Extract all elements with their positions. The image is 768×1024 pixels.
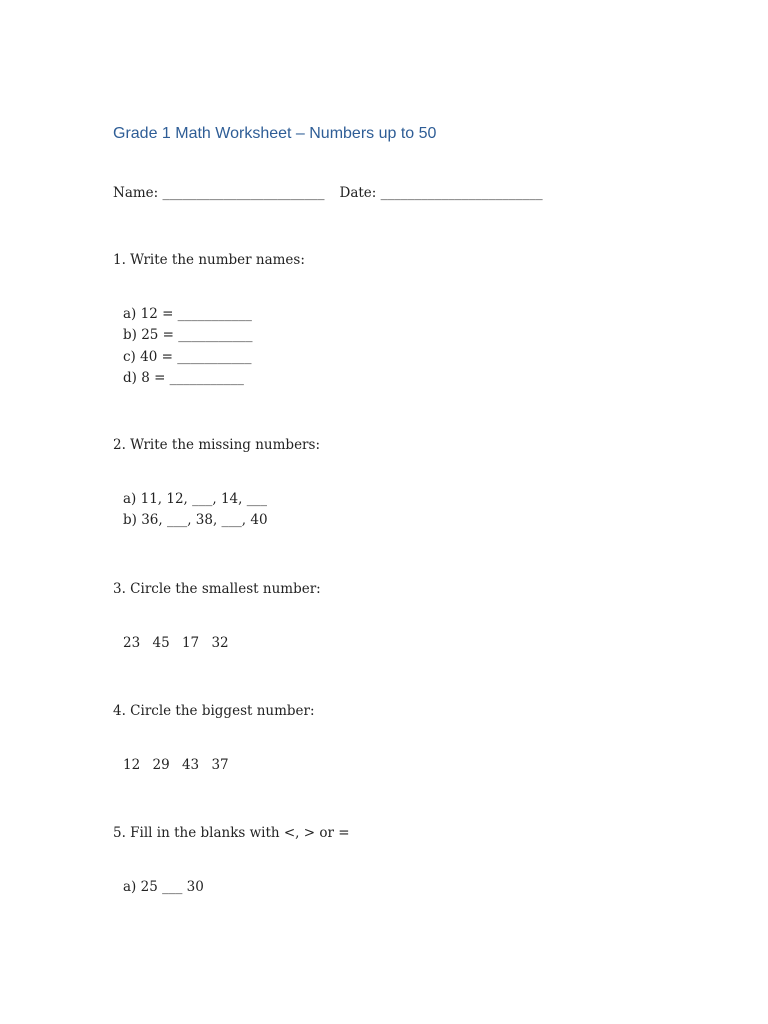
number-choice: 17 [181,635,200,651]
question-2-item: b) 36, ___, 38, ___, 40 [123,512,268,528]
question-5-prompt: 5. Fill in the blanks with <, > or = [113,825,350,841]
question-3-prompt: 3. Circle the smallest number: [113,581,321,597]
question-4-prompt: 4. Circle the biggest number: [113,703,315,719]
question-4-numbers [123,756,229,774]
question-2-item: a) 11, 12, ___, 14, ___ [123,491,267,507]
date-field: Date: ________________________ [339,185,543,201]
question-1-item: b) 25 = ___________ [123,327,253,343]
question-1-item: c) 40 = ___________ [123,349,252,365]
number-choice: 12 [123,757,141,773]
question-3-numbers [123,634,229,652]
number-choice: 29 [152,757,170,773]
number-choice: 37 [211,757,229,773]
question-1-item: a) 12 = ___________ [123,306,252,322]
name-date-row [113,184,543,202]
question-1-item: d) 8 = ___________ [123,370,244,386]
question-5-item: a) 25 ___ 30 [123,879,204,895]
worksheet-title: Grade 1 Math Worksheet – Numbers up to 50 [113,125,437,142]
number-choice: 32 [211,635,229,651]
question-2-prompt: 2. Write the missing numbers: [113,437,320,453]
number-choice: 45 [152,635,170,651]
question-1-prompt: 1. Write the number names: [113,252,305,268]
number-choice: 43 [181,757,200,773]
name-field: Name: ________________________ [113,185,325,201]
number-choice: 23 [123,635,141,651]
